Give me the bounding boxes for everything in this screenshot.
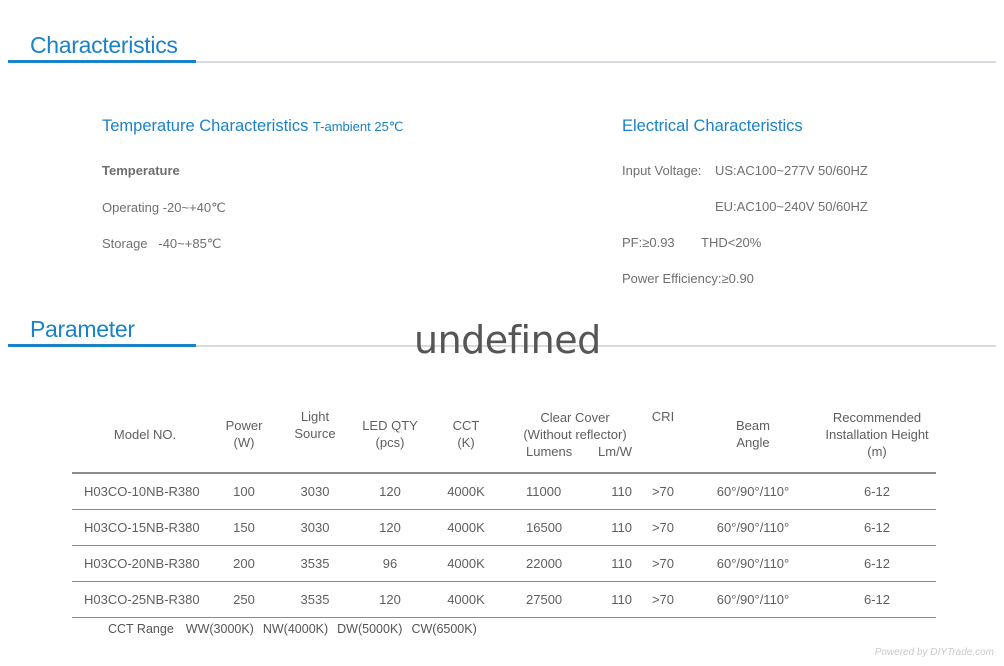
cell-lmw: 110 [611,592,632,607]
title-underline [8,344,196,347]
section-divider [196,61,996,63]
cell-cct: 4000K [420,510,512,546]
storage-temperature: Storage -40~+85℃ [102,236,222,251]
input-voltage-label: Input Voltage: [622,163,702,178]
characteristics-title: Characteristics [30,32,178,58]
cct-ww: WW(3000K) [185,622,254,636]
cell-led-qty: 120 [360,510,420,546]
cell-lumens-lmw [512,582,638,618]
col-light-source: Light Source [270,396,360,473]
cell-lmw: 110 [611,556,632,571]
col-installation-height: Recommended Installation Height (m) [818,396,936,473]
temperature-heading-note: T-ambient 25℃ [312,119,404,134]
cell-lumens: 11000 [526,484,562,499]
cell-lumens: 22000 [526,556,563,571]
cover-subtitle: (Without reflector) [523,426,627,442]
table-row [72,510,936,546]
cell-beam: 60°/90°/110° [688,582,818,618]
cell-power: 250 [218,582,270,618]
cover-subheaders [512,443,638,460]
table-row [72,473,936,510]
cell-height: 6-12 [818,510,936,546]
cell-beam: 60°/90°/110° [688,546,818,582]
cell-led-qty: 120 [360,473,420,510]
cell-height: 6-12 [818,546,936,582]
operating-temperature: Operating -20~+40℃ [102,200,226,215]
temperature-heading-text: Temperature Characteristics [102,117,309,135]
col-cri: CRI [638,396,688,473]
table-row [72,582,936,618]
cell-lumens-lmw [512,510,638,546]
cell-beam: 60°/90°/110° [688,473,818,510]
cell-height: 6-12 [818,473,936,510]
temperature-heading [102,117,403,136]
cell-model: H03CO-10NB-R380 [72,473,218,510]
col-led-qty: LED QTY (pcs) [360,396,420,473]
table-header-row [72,396,936,473]
cell-lmw: 110 [611,484,632,499]
cell-power: 200 [218,546,270,582]
undefined-overlay-text: undefined [414,318,601,362]
parameter-table [72,396,936,618]
col-model: Model NO. [72,396,218,473]
cell-cri: >70 [638,473,688,510]
cell-cri: >70 [638,546,688,582]
cell-source: 3535 [270,546,360,582]
cell-cct: 4000K [420,582,512,618]
cell-model: H03CO-20NB-R380 [72,546,218,582]
input-voltage-us: US:AC100~277V 50/60HZ [715,163,868,178]
electrical-heading: Electrical Characteristics [622,117,803,135]
cell-lmw: 110 [611,520,632,535]
cell-model: H03CO-25NB-R380 [72,582,218,618]
cell-led-qty: 120 [360,582,420,618]
cell-lumens-lmw [512,473,638,510]
cell-source: 3535 [270,582,360,618]
cell-source: 3030 [270,510,360,546]
temperature-label: Temperature [102,163,180,178]
cell-cri: >70 [638,510,688,546]
cell-lumens: 27500 [526,592,563,607]
cell-cct: 4000K [420,546,512,582]
cell-led-qty: 96 [360,546,420,582]
power-efficiency: Power Efficiency:≥0.90 [622,271,754,286]
cell-lumens: 16500 [526,520,563,535]
cell-model: H03CO-15NB-R380 [72,510,218,546]
cct-nw: NW(4000K) [262,622,329,636]
power-factor: PF:≥0.93 [622,235,675,250]
col-cct: CCT (K) [420,396,512,473]
cover-title: Clear Cover [540,409,610,425]
table-row [72,546,936,582]
cct-range-label: CCT Range [108,622,174,636]
cell-power: 100 [218,473,270,510]
cct-range-note [108,622,486,636]
cell-height: 6-12 [818,582,936,618]
cell-cct: 4000K [420,473,512,510]
watermark: Powered by DIYTrade.com [874,647,994,658]
input-voltage-eu: EU:AC100~240V 50/60HZ [715,199,868,214]
cct-cw: CW(6500K) [411,622,477,636]
col-power: Power (W) [218,396,270,473]
col-lmw: Lm/W [598,443,632,459]
cell-beam: 60°/90°/110° [688,510,818,546]
cell-cri: >70 [638,582,688,618]
col-beam-angle: Beam Angle [688,396,818,473]
cell-source: 3030 [270,473,360,510]
title-underline [8,60,196,63]
cell-power: 150 [218,510,270,546]
parameter-title: Parameter [30,316,135,342]
cct-dw: DW(5000K) [337,622,403,636]
col-lumens: Lumens [526,443,573,459]
thd: THD<20% [701,235,762,250]
col-clear-cover [512,396,638,473]
cell-lumens-lmw [512,546,638,582]
